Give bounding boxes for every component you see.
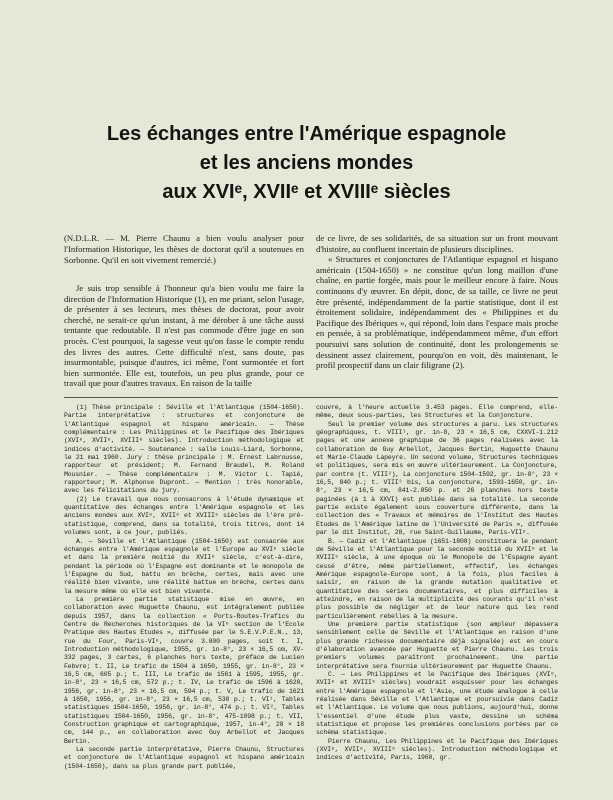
footnote-interpretive-part: La seconde partie interprétative, Pierre Chaunu, Structures et conjoncture de l'Atlantique espagnol et hispano américain (1504-1650), dans sa plus grande part publiée, <box>64 746 304 770</box>
footnote-continued: couvre, à l'heure actuelle 3.453 pages. Elle comprend, elle-même, deux sous-parties, les Structures et la Conjoncture. <box>316 404 558 420</box>
footnote-section-c: C. — Les Philippines et le Pacifique des Ibériques (XVIᵉ, XVIIᵉ et XVIIIᵉ siècles) voudrait esquisser pour les échanges entre l'Amérique espagnole et l'Asie, une étude analogue à celle réalisée dans Séville et l'Atlantique et poursuivie dans Cadiz et l'Atlantique. Le volume que nous publions, aujourd'hui, donne l'essentiel d'une étude plus vaste, dessine un schéma statistique et propose les premières conclusions portées par ce schéma statistique. <box>316 671 558 737</box>
left-body-paragraph: Je suis trop sensible à l'honneur qu'a bien voulu me faire la direction de l'Information Historique (1), en me priant, selon l'usage, de présenter à ses lecteurs, mes thèses de doctorat, pour avoir cherché, ne serait-ce qu'un instant, à me dérober à une tâche aussi tentante que redoutable. Il n'est pas commode d'être juge en son procès. C'est pourquoi, la sagesse veut qu'on fasse le compte rendu des livres des autres. Cette difficulté n'est, sans doute, pas insurmontable, puisque d'autres, ici même, l'ont surmontée et fort bien surmontée. Elle est, toutefois, un peu plus grande, pour ce travail que pour d'autres travaux. En raison de la taille <box>64 283 304 389</box>
right-body-column <box>316 233 558 371</box>
editor-note <box>64 233 304 265</box>
title-line-2: et les anciens mondes <box>199 152 414 174</box>
footnote-section-a: A. — Séville et l'Atlantique (1504-1650) est consacrée aux échanges entre l'Amérique espagnole et l'Europe au XVIᵉ siècle et dans la première moitié du XVIIᵉ siècle, c'est-à-dire, pendant la période où l'Espagne est dominante et le monopole de l'Espagne du Sud, battu en brèche, certes, mais avec une réalité bien vivante, une réalité battue en brèche, certes dans la mesure même où elle est bien vivante. <box>64 537 304 595</box>
footnote-philippines-ref: Pierre Chaunu, Les Philippines et le Pacifique des Ibériques (XVIᵉ, XVIIᵉ, XVIIIᵉ siècles). Introduction méthodologique et indices d'activité, Paris, 1960, gr. <box>316 737 558 762</box>
left-body-column <box>64 283 304 389</box>
right-body-paragraph-1: de ce livre, de ses solidarités, de sa situation sur un front mouvant d'histoire, au confluent incertain de plusieurs disciplines. <box>316 233 558 254</box>
footnote-1: (1) Thèse principale : Séville et l'Atlantique (1504-1650). Partie interprétative : structures et conjoncture de l'Atlantique espagnol et hispano américain. — Thèse complémentaire : Les Philippines et le Pacifique des Ibériques (XVIᵉ, XVIIᵉ, XVIIIᵉ siècles). Introduction méthodologique et indices d'activité. — Soutenance : salle Louis-Liard, Sorbonne, le 21 mai 1960. Jury : thèse principale : M. Ernest Labrousse, rapporteur et président; M. Fernand Braudel, M. Roland Mousnier. — Thèse complémentaire : M. Victor L. Tapié, rapporteur; M. Alphonse Dupront. — Mention : très honorable, avec les félicitations du jury. <box>64 404 304 495</box>
footnote-section-b: B. — Cadiz et l'Atlantique (1651-1808) constituera le pendant de Séville et l'Atlantique pour la seconde moitié du XVIIᵉ et le XVIIIᵉ siècle, à une époque où le Monopole de l'Espagne ayant cessé d'être, même partiellement, effectif, les échanges Amérique espagnole-Europe sont, à la fois, plus faciles à saisir, en raison de la grande mutation qualitative et quantitative des séries documentaires, et plus difficiles à atteindre, en raison de la multiplicité des courants qu'il n'est plus possible de négliger et de leur nature qui les rend particulièrement rebelles à la mesure. <box>316 537 558 620</box>
footnote-statistical-part: La première partie statistique mise en œuvre, en collaboration avec Huguette Chaunu, est intégralement publiée depuis 1957, dans la collection « Ports-Routes-Trafics du Centre de Recherches historiques de la VIᵉ section de l'Ecole Pratique des Hautes Etudes », diffusée par le S.E.V.P.E.N., 13, rue du Four, Paris-VIᵉ, couvre 3.800 pages, soit t. I, Introduction méthodologique, 1955, gr. in-8°, 23 × 16,5 cm, XV-332 pages, 3 cartes, 6 planches hors texte, préface de Lucien Febvre; t. II, Le trafic de 1504 à 1650, 1955, gr. in-8°, 23 × 16,5 cm, 605 p.; t. III, Le trafic de 1561 à 1595, 1955, gr. in-8°, 23 × 16,5 cm, 572 p.; t. IV, Le trafic de 1596 à 1620, 1956, gr. in-8°, 23 × 16,5 cm, 594 p.; t. V, Le trafic de 1621 à 1650, 1956, gr. in-8°, 23 × 16,5 cm, 530 p.; t. VI¹, Tables statistiques 1504-1650, 1956, gr. in-8°, 474 p.; t. VI², Tables statistiques 1504-1650, 1956, gr. in-8°, 475-1098 p.; t. VII, Construction graphique et cartographique, 1957, in-4°, 28 × 18 cm, 144 p., en collaboration avec Guy Arbellot et Jacques Bertin. <box>64 595 304 745</box>
footnote-structures: Seul le premier volume des structures a paru. Les structures géographiques, t. VIII¹, gr. in-8, 23 × 16,5 cm, CXXVI-1.212 pages et une annexe graphique de 36 pages réalisées avec la collaboration de Guy Arbellot, Jacques Bertin, Huguette Chaunu et Marie-Claude Lapeyre. Un second volume, Structures techniques et politiques, sera mis en œuvre ultérieurement. La Conjoncture, par contre (t. VIII²), La conjoncture 1504-1592, gr. in-8°, 23 × 16,5, 840 p.; t. VIII² bis, La conjoncture, 1593-1650, gr. in-8°, 23 × 16,5 cm, 841-2.050 p. et 26 planches hors texte paginées (à 1 à XXVI) est publiée dans sa totalité. La seconde partie existe également sous couverture différente, dans la collection des « Travaux et mémoires de l'Institut des Hautes Etudes de l'Amérique latine de l'Université de Paris », diffusée par le dit Institut, 28, rue Saint-Guillaume, Paris-VIIᵉ. <box>316 420 558 537</box>
footnotes-left-column <box>64 404 304 771</box>
notes-divider <box>64 397 558 398</box>
title-line-1: Les échanges entre l'Amérique espagnole <box>106 123 507 145</box>
footnotes-right-column <box>316 404 558 763</box>
editor-note-text: (N.D.L.R. — M. Pierre Chaunu a bien voulu analyser pour l'Information Historique, les thèses de doctorat qu'il a soutenues en Sorbonne. Qu'il en soit vivement remercié.) <box>64 233 304 265</box>
title-line-3: aux XVIᵉ, XVIIᵉ et XVIIIᵉ siècles <box>162 181 451 203</box>
article-title <box>0 120 613 207</box>
footnote-2: (2) Le travail que nous consacrons à l'étude dynamique et quantitative des échanges entre l'Amérique espagnole et les anciens mondes aux XVIᵉ, XVIIᵉ et XVIIIᵉ siècles de l'ère pré-statistique, comprend, dans sa totalité, trois titres, dont 14 volumes sont, à ce jour, publiés. <box>64 495 304 537</box>
right-body-paragraph-2: « Structures et conjonctures de l'Atlantique espagnol et hispano américain (1504-1650) » ne constitue qu'un long maillon d'une chaîne, en partie forgée, mais pour le meilleur encore à faire. Nous continuons d'y œuvrer. En dépit, donc, de sa taille, ce livre ne peut être présenté, indépendamment de la partie statistique, dont il est étroitement solidaire, indépendamment des « Philippines et du Pacifique des Ibériques », qui répond, loin dans l'espace mais proche en pensée, à sa problématique, indépendamment même, d'un effort poursuivi sans solution de continuité, dont les prolongements se dessinent assez clairement, pourqu'on en voit, dès maintenant, le profil prospectif dans un clair filigrane (2). <box>316 254 558 371</box>
footnote-statistical-cadiz: Une première partie statistique (son ampleur dépassera sensiblement celle de Séville et l'Atlantique en raison d'une plus grande richesse documentaire déjà signalée) est en cours d'élaboration avancée par Huguette et Pierre Chaunu. Les trois premiers volumes paraîtront prochainement. Une partie interprétative sera fournie ultérieurement par Huguette Chaunu. <box>316 620 558 670</box>
